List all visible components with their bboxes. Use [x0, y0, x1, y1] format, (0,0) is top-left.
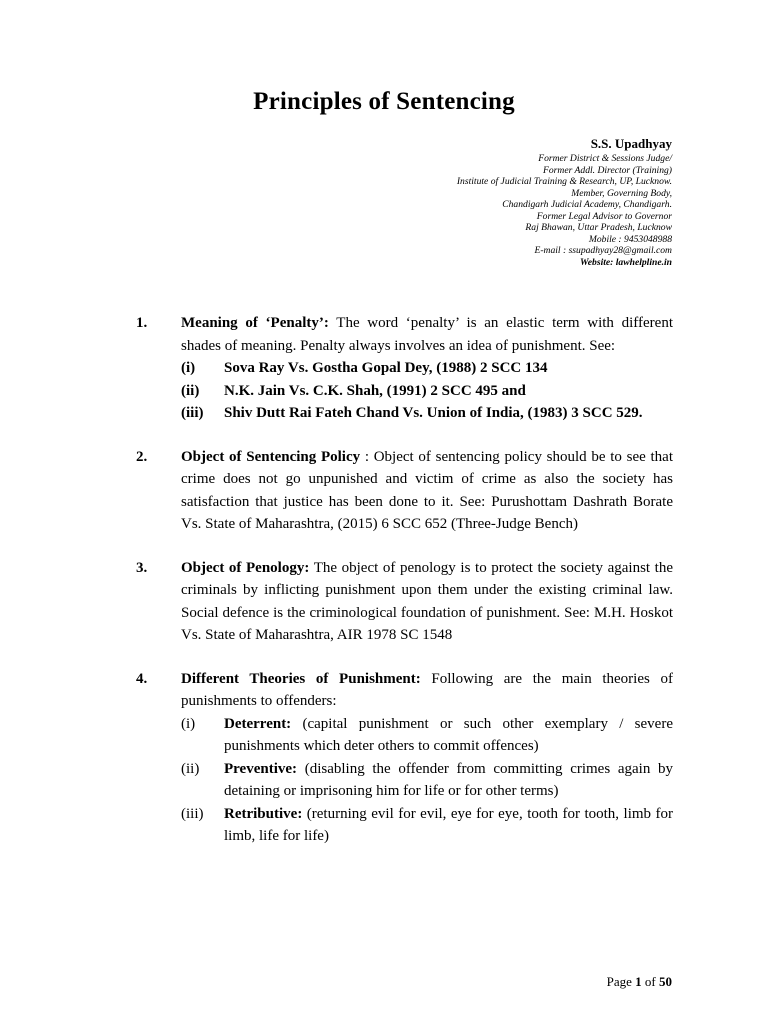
citation-text: Sova Ray Vs. Gostha Gopal Dey, (1988) 2 SCC 134 [224, 360, 548, 376]
author-email: E-mail : ssupadhyay28@gmail.com [534, 245, 672, 256]
citation-text: N.K. Jain Vs. C.K. Shah, (1991) 2 SCC 495 and [224, 382, 526, 399]
section-paragraph [181, 446, 673, 536]
section-paragraph [181, 557, 673, 647]
theory-item [181, 803, 673, 848]
author-name: S.S. Upadhyay [590, 136, 672, 151]
citation-text: Shiv Dutt Rai Fateh Chand Vs. Union of India, (1983) 3 SCC 529. [224, 405, 643, 421]
current-page-number: 1 [635, 974, 642, 989]
author-mobile: Mobile : 9453048988 [588, 233, 672, 245]
author-line: Former Addl. Director (Training) [543, 164, 672, 176]
total-page-count: 50 [659, 974, 672, 989]
section-paragraph [181, 312, 673, 357]
theory-text [224, 758, 673, 803]
citation-item [181, 380, 673, 403]
section-heading: Object of Sentencing Policy [181, 448, 361, 465]
page-footer [607, 974, 672, 990]
footer-prefix: Page [606, 974, 636, 989]
author-line: Raj Bhawan, Uttar Pradesh, Lucknow [525, 222, 672, 233]
theory-text [224, 713, 673, 758]
theory-term: Deterrent: [224, 715, 292, 732]
section-number: 2. [136, 448, 148, 465]
theory-term: Preventive: [224, 760, 298, 777]
theory-term: Retributive: [224, 805, 303, 822]
author-line: Former Legal Advisor to Governor [536, 210, 672, 222]
section-text: Following are the main theories of punishments to offenders: [181, 670, 673, 709]
author-line: Chandigarh Judicial Academy, Chandigarh. [502, 199, 672, 210]
section-number: 3. [136, 559, 148, 576]
section-4 [136, 668, 673, 848]
section-2 [136, 446, 673, 536]
author-line: Institute of Judicial Training & Research, UP, Lucknow. [456, 176, 672, 187]
theory-item [181, 713, 673, 758]
roman-numeral: (ii) [181, 760, 200, 777]
theory-description: (disabling the offender from committing crimes again by detaining or imprisoning him for life or for other terms) [224, 760, 673, 799]
footer-of: of [641, 974, 659, 989]
theory-item [181, 758, 673, 803]
citation-item [181, 402, 673, 425]
author-website: Website: lawhelpline.in [579, 256, 672, 268]
section-number: 4. [136, 670, 148, 687]
section-heading: Object of Penology: [181, 559, 310, 576]
section-heading: Meaning of ‘Penalty’: [181, 315, 329, 331]
theory-text [224, 803, 673, 848]
roman-numeral: (ii) [181, 382, 200, 399]
section-number: 1. [136, 315, 148, 331]
section-text: The word ‘penalty’ is an elastic term with different shades of meaning. Penalty always involves an idea of punishment. See: [181, 315, 673, 354]
author-line: Member, Governing Body, [571, 187, 672, 199]
citation-item [181, 357, 673, 380]
section-text: : Object of sentencing policy should be to see that crime does not go unpunished and victim of crime as also the society has satisfaction that justice has been done to it. See: Purushottam Dashrath Borate Vs. State of Maharashtra, (2015) 6 SCC 652 (Three-Judge Bench) [181, 448, 673, 532]
section-heading: Different Theories of Punishment: [181, 670, 421, 687]
theory-description: (returning evil for evil, eye for eye, tooth for tooth, limb for limb, life for life) [224, 805, 673, 844]
sections-list [136, 312, 673, 869]
page-title: Principles of Sentencing [253, 88, 515, 115]
roman-numeral: (iii) [181, 805, 204, 822]
roman-numeral: (i) [181, 360, 196, 376]
roman-numeral: (iii) [181, 405, 204, 421]
section-3 [136, 557, 673, 647]
section-1 [136, 312, 673, 425]
author-block [312, 136, 672, 268]
section-paragraph [181, 668, 673, 713]
roman-numeral: (i) [181, 715, 196, 732]
section-text: The object of penology is to protect the society against the criminals by inflicting punishment upon them under the existing criminal law. Social defence is the criminological foundation of punishment. See: M.H. Hoskot Vs. State of Maharashtra, AIR 1978 SC 1548 [181, 559, 673, 643]
author-line: Former District & Sessions Judge/ [538, 153, 672, 164]
theory-description: (capital punishment or such other exemplary / severe punishments which deter others to commit offences) [224, 715, 673, 754]
